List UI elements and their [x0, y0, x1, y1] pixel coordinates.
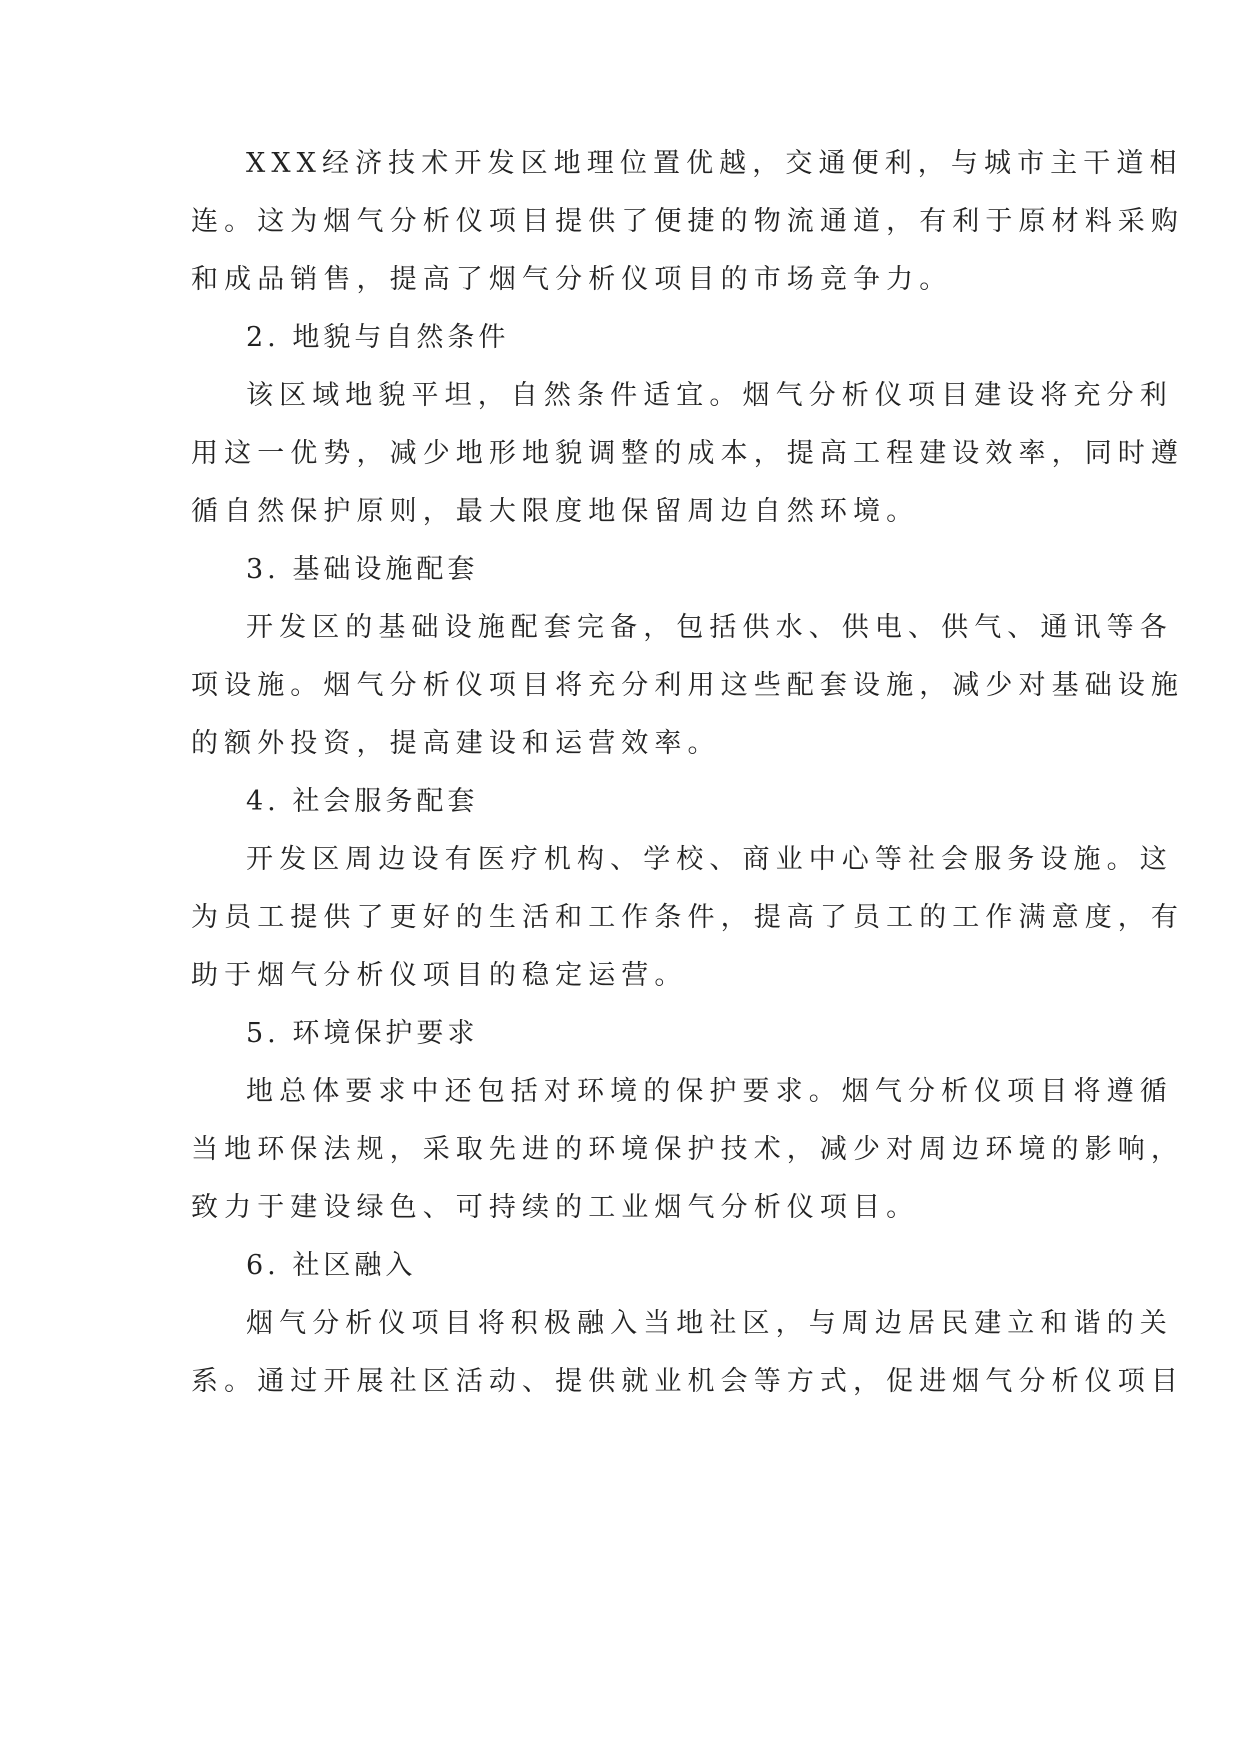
para-environment-line-3: 致力于建设绿色、可持续的工业烟气分析仪项目。	[191, 1192, 920, 1223]
para-community-line-1: 烟气分析仪项目将积极融入当地社区，与周边居民建立和谐的关	[246, 1308, 1173, 1339]
para-infrastructure-line-1: 开发区的基础设施配套完备，包括供水、供电、供气、通讯等各	[246, 612, 1173, 643]
heading-social-services: 4. 社会服务配套	[246, 786, 479, 817]
heading-community: 6. 社区融入	[246, 1250, 417, 1281]
para-community-line-2: 系。通过开展社区活动、提供就业机会等方式，促进烟气分析仪项目	[191, 1366, 1184, 1397]
para-terrain-line-2: 用这一优势，减少地形地貌调整的成本，提高工程建设效率，同时遵	[191, 438, 1184, 469]
para-location-line-2: 连。这为烟气分析仪项目提供了便捷的物流通道，有利于原材料采购	[191, 206, 1184, 237]
para-social-services-line-2: 为员工提供了更好的生活和工作条件，提高了员工的工作满意度，有	[191, 902, 1184, 933]
para-social-services-line-3: 助于烟气分析仪项目的稳定运营。	[191, 960, 688, 991]
para-location-line-1: XXX经济技术开发区地理位置优越，交通便利，与城市主干道相	[246, 148, 1183, 179]
para-terrain-line-1: 该区域地貌平坦，自然条件适宜。烟气分析仪项目建设将充分利	[246, 380, 1173, 411]
para-location-line-3: 和成品销售，提高了烟气分析仪项目的市场竞争力。	[191, 264, 953, 295]
heading-infrastructure: 3. 基础设施配套	[246, 554, 479, 585]
para-environment-line-1: 地总体要求中还包括对环境的保护要求。烟气分析仪项目将遵循	[246, 1076, 1173, 1107]
para-infrastructure-line-3: 的额外投资，提高建设和运营效率。	[191, 728, 721, 759]
para-social-services-line-1: 开发区周边设有医疗机构、学校、商业中心等社会服务设施。这	[246, 844, 1173, 875]
heading-environment: 5. 环境保护要求	[246, 1018, 479, 1049]
para-terrain-line-3: 循自然保护原则，最大限度地保留周边自然环境。	[191, 496, 920, 527]
para-environment-line-2: 当地环保法规，采取先进的环境保护技术，减少对周边环境的影响，	[191, 1134, 1184, 1165]
heading-terrain: 2. 地貌与自然条件	[246, 322, 510, 353]
para-infrastructure-line-2: 项设施。烟气分析仪项目将充分利用这些配套设施，减少对基础设施	[191, 670, 1184, 701]
